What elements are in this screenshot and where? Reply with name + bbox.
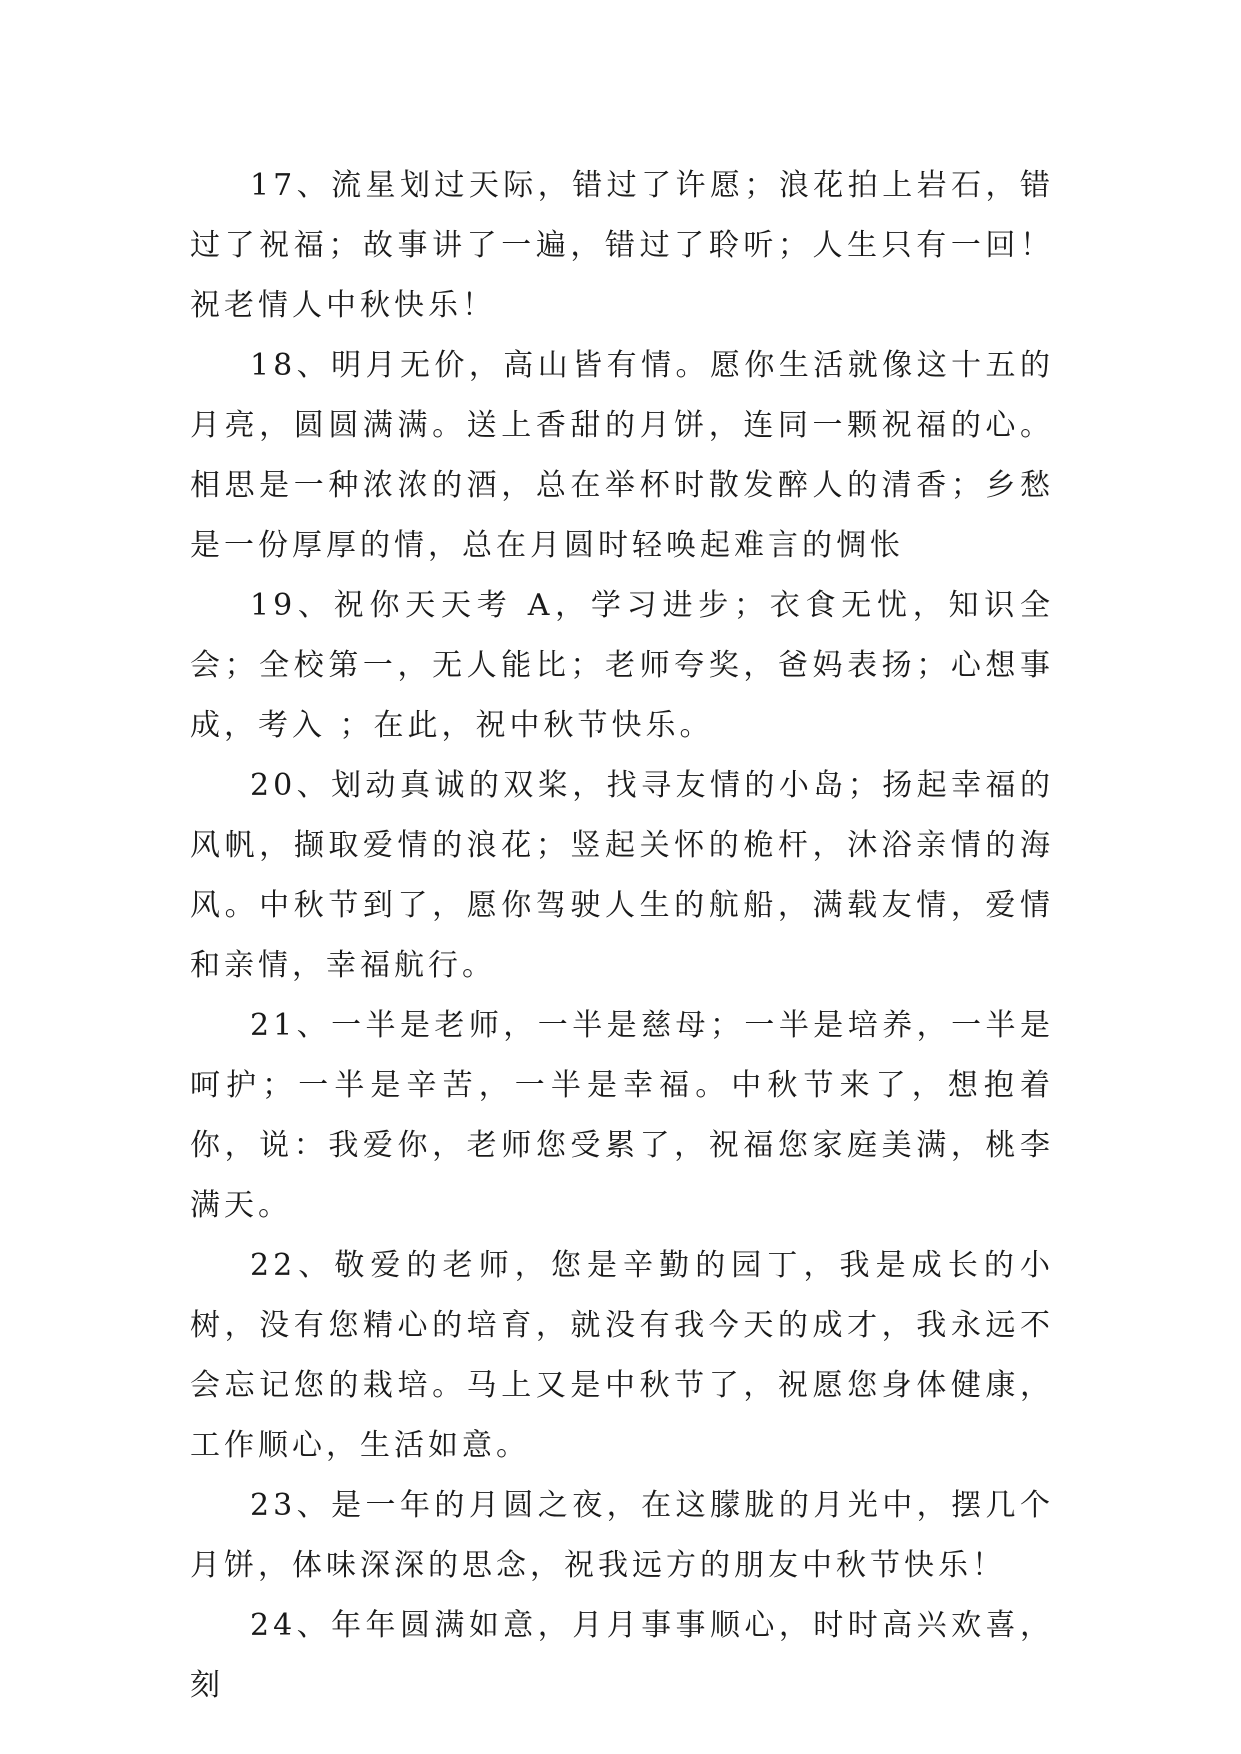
- paragraph-24: 24、年年圆满如意，月月事事顺心，时时高兴欢喜，刻: [190, 1608, 1054, 1703]
- paragraph-17: 17、流星划过天际，错过了许愿；浪花拍上岩石，错过了祝福；故事讲了一遍，错过了聆听；人生只有一回！祝老情人中秋快乐！: [190, 168, 1054, 323]
- paragraph-20: 20、划动真诚的双桨，找寻友情的小岛；扬起幸福的风帆，撷取爱情的浪花；竖起关怀的桅杆，沐浴亲情的海风。中秋节到了，愿你驾驶人生的航船，满载友情，爱情和亲情，幸福航行。: [190, 768, 1054, 983]
- paragraph-23: 23、是一年的月圆之夜，在这朦胧的月光中，摆几个月饼，体味深深的思念，祝我远方的朋友中秋节快乐！: [190, 1488, 1054, 1583]
- paragraph-22: 22、敬爱的老师，您是辛勤的园丁，我是成长的小树，没有您精心的培育，就没有我今天的成才，我永远不会忘记您的栽培。马上又是中秋节了，祝愿您身体健康，工作顺心，生活如意。: [190, 1248, 1054, 1463]
- paragraph-18: 18、明月无价，高山皆有情。愿你生活就像这十五的月亮，圆圆满满。送上香甜的月饼，连同一颗祝福的心。相思是一种浓浓的酒，总在举杯时散发醉人的清香；乡愁是一份厚厚的情，总在月圆时轻唤起难言的惆怅: [190, 348, 1054, 563]
- paragraph-19: 19、祝你天天考 A，学习进步；衣食无忧，知识全会；全校第一，无人能比；老师夸奖，爸妈表扬；心想事成，考入 ；在此，祝中秋节快乐。: [190, 588, 1054, 743]
- document-page: [190, 156, 1054, 1716]
- paragraph-21: 21、一半是老师，一半是慈母；一半是培养，一半是呵护；一半是辛苦，一半是幸福。中秋节来了，想抱着你，说：我爱你，老师您受累了，祝福您家庭美满，桃李满天。: [190, 1008, 1054, 1223]
